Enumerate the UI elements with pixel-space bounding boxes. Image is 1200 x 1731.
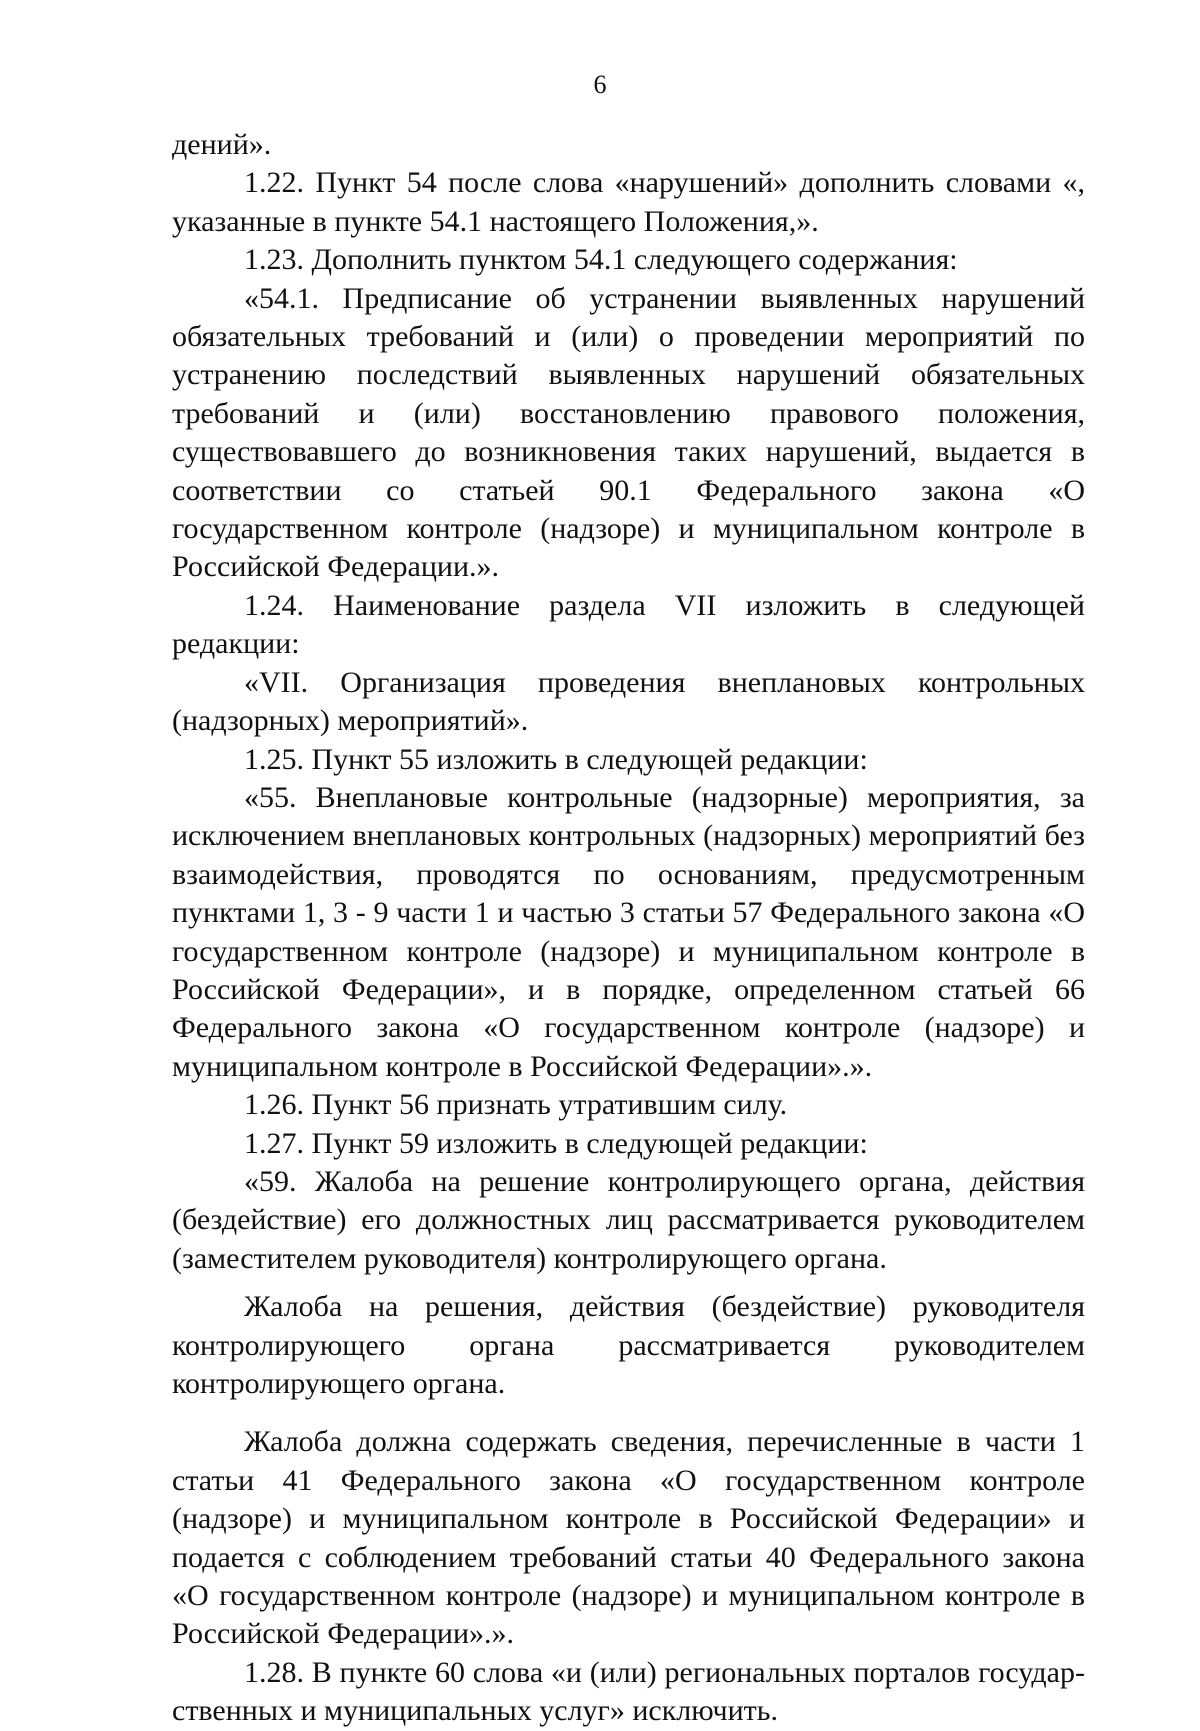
paragraph-item-1-26: 1.26. Пункт 56 признать утратившим силу. [244,1088,788,1122]
paragraph-item-1-28: 1.28. В пункте 60 слова «и (или) региональных порталов государственных и муниципальных услуг» исключить. [172,1655,1085,1728]
document-body [172,126,1085,1731]
paragraph-item-1-27: 1.27. Пункт 59 изложить в следующей редакции: [244,1126,868,1160]
paragraph-continuation: дений». [172,128,272,161]
paragraph-item-1-23: 1.23. Дополнить пунктом 54.1 следующего содержания: [244,243,958,277]
paragraph-quote-59: «59. Жалоба на решение контролирующего органа, действия (бездействие) его должностных лиц рассматривается руководителем (заместителем руководителя) контролирующего органа. [172,1164,1085,1275]
page-number: 6 [593,70,607,99]
paragraph-quote-55: «55. Внеплановые контрольные (надзорные) мероприятия, за исключением внеплановых контрольных (надзорных) мероприятий без взаимодействия, проводятся по основаниям, предусмотренным пунктами 1, 3 - 9 части 1 и частью 3 статьи 57 Федерального закона «О государственном контроле (надзоре) и муниципальном контроле в Российской Федерации», и в порядке, определенном статьей 66 Федерального закона «О государственном контроле (надзоре) и муниципальном контроле в Российской Федерации».». [172,780,1085,1083]
paragraph-item-1-24: 1.24. Наименование раздела VII изложить в следующей редакции: [172,588,1085,661]
paragraph-item-1-25: 1.25. Пункт 55 изложить в следующей редакции: [244,742,868,776]
paragraph-complaint-head: Жалоба на решения, действия (бездействие) руководителя контролирующего органа рассматривается руководителем контролирующего органа. [172,1290,1085,1400]
paragraph-item-1-22: 1.22. Пункт 54 после слова «нарушений» дополнить словами «, указанные в пункте 54.1 настоящего Положения,». [172,166,1085,238]
paragraph-quote-section-vii: «VII. Организация проведения внеплановых контрольных (надзорных) мероприятий». [172,665,1085,738]
paragraph-quote-54-1: «54.1. Предписание об устранении выявленных нарушений обязательных требований и (или) о проведении мероприятий по устранению последствий выявленных нарушений обязательных требований и (или) восстановлению правового положения, существовавшего до возникновения таких нарушений, выдается в соответствии со статьей 90.1 Федерального закона «О государственном контроле (надзоре) и муниципальном контроле в Российской Федерации.». [172,281,1085,584]
paragraph-complaint-content: Жалоба должна содержать сведения, перечисленные в части 1 статьи 41 Федерального закона «О государственном контроле (надзоре) и муниципальном контроле в Российской Федерации» и подается с соблюдением требований статьи 40 Федерального закона «О государственном контроле (надзоре) и муниципальном контроле в Российской Федерации».». [172,1425,1085,1651]
